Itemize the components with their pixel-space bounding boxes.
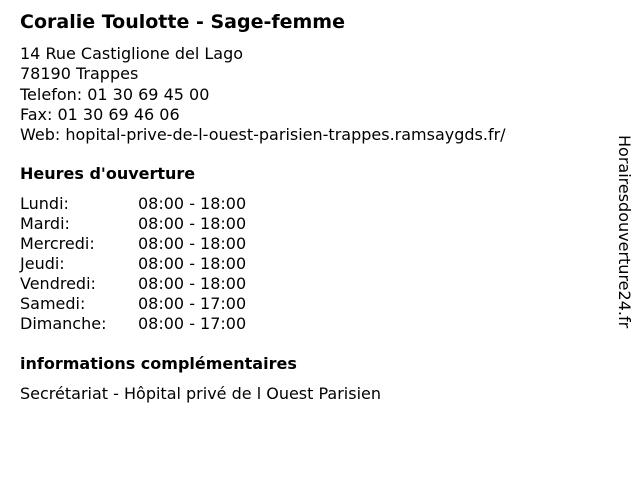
city-postal: 78190 Trappes [20,64,139,84]
hours-day: Mardi: [20,214,70,233]
hours-day: Jeudi: [20,254,65,273]
hours-time: 08:00 - 18:00 [138,214,247,233]
additional-info-text: Secrétariat - Hôpital privé de l Ouest Parisien [20,384,382,403]
hours-time: 08:00 - 18:00 [138,254,247,273]
hours-time: 08:00 - 18:00 [138,274,247,293]
brand-watermark-text: Horairesdouverture24.fr [615,135,634,329]
hours-time: 08:00 - 18:00 [138,234,247,253]
page-title: Coralie Toulotte - Sage-femme [20,11,345,33]
fax-number: Fax: 01 30 69 46 06 [20,104,180,124]
hours-day: Lundi: [20,194,69,213]
hours-time: 08:00 - 18:00 [138,194,247,213]
hours-row [20,314,246,334]
opening-hours-table [20,194,246,334]
hours-time: 08:00 - 17:00 [138,294,247,313]
website-link: Web: hopital-prive-de-l-ouest-parisien-trappes.ramsaygds.fr/ [20,125,506,145]
hours-row [20,194,246,214]
contact-block [20,44,506,145]
hours-row [20,214,246,234]
hours-day: Dimanche: [20,314,107,333]
opening-hours-heading: Heures d'ouverture [20,164,196,183]
hours-time: 08:00 - 17:00 [138,314,247,333]
phone-number: Telefon: 01 30 69 45 00 [20,84,210,104]
hours-row [20,294,246,314]
hours-row [20,274,246,294]
hours-row [20,254,246,274]
street-address: 14 Rue Castiglione del Lago [20,44,244,63]
additional-info-heading: informations complémentaires [20,354,297,373]
hours-day: Mercredi: [20,234,95,253]
hours-day: Vendredi: [20,274,96,293]
hours-day: Samedi: [20,294,86,313]
hours-row [20,234,246,254]
